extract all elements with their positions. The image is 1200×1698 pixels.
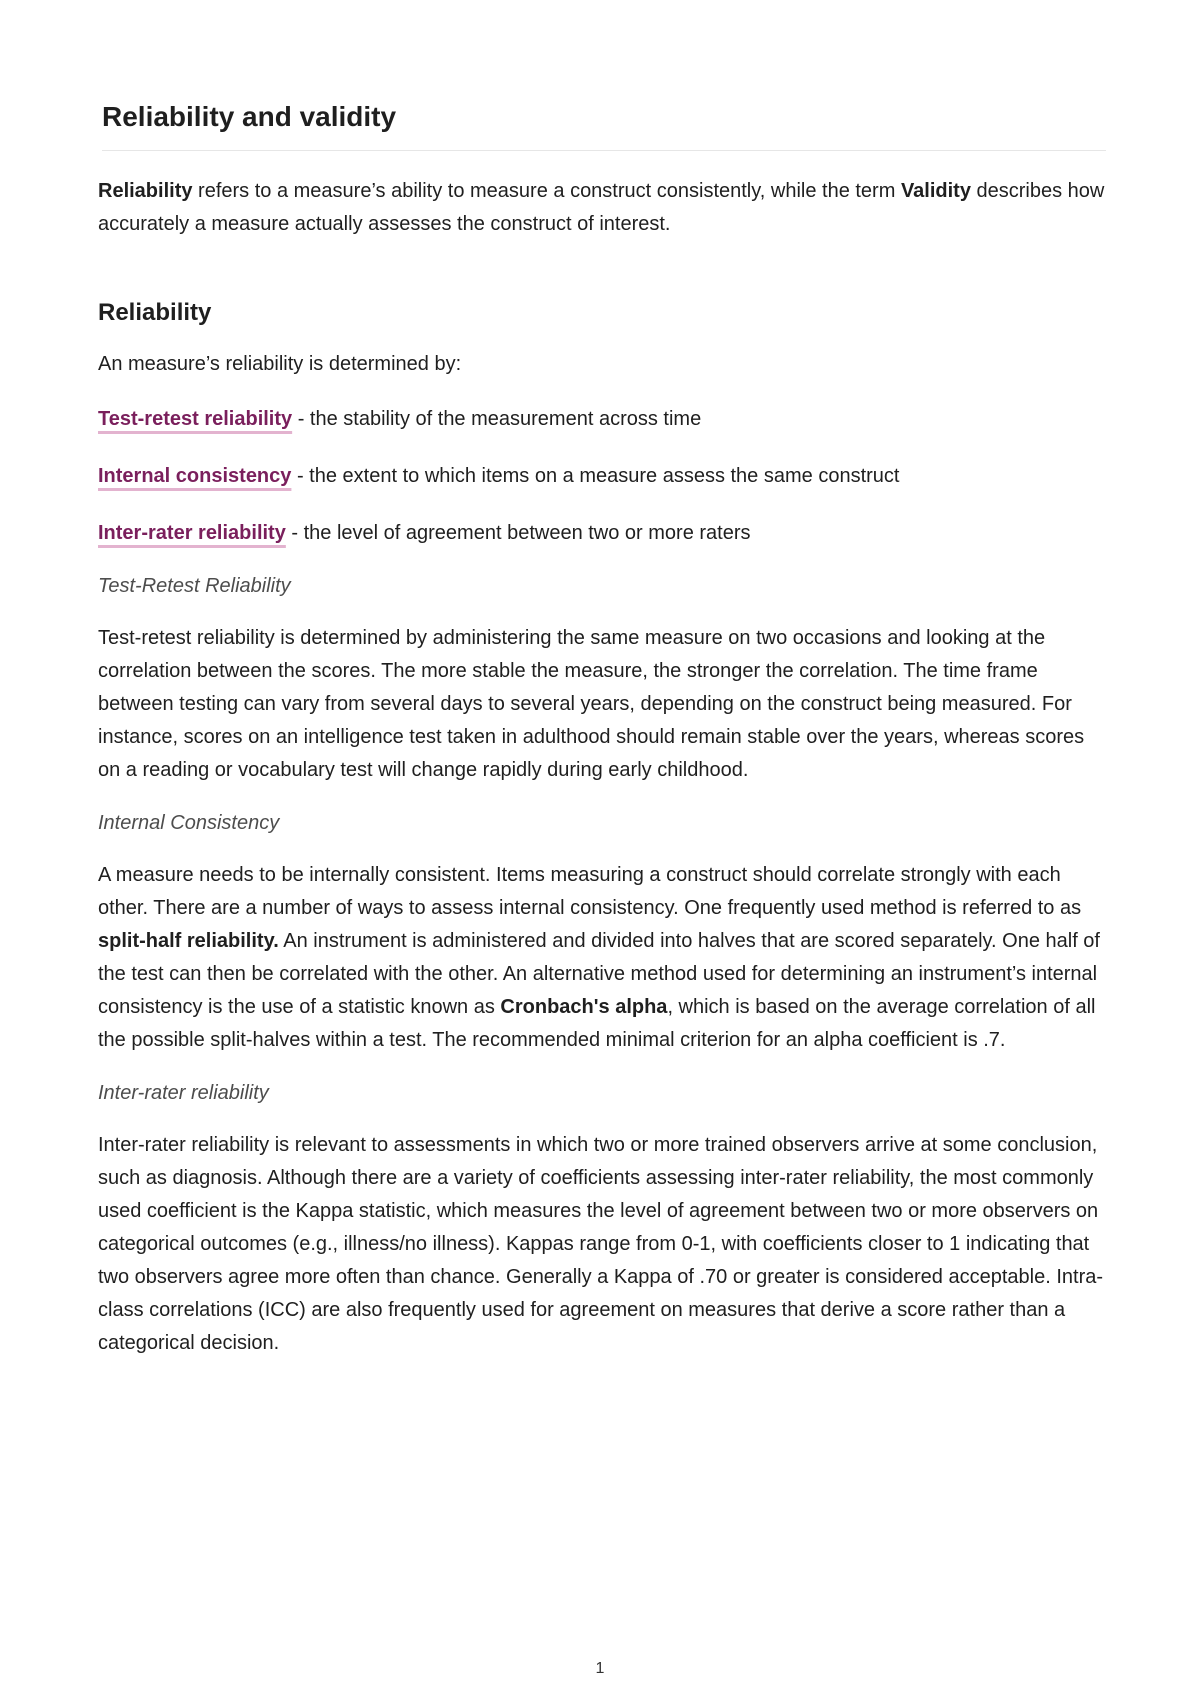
split-half-term: split-half reliability. xyxy=(98,929,279,952)
validity-term: Validity xyxy=(900,179,971,202)
internal-consistency-subheading: Internal Consistency xyxy=(98,811,280,834)
inter-rater-subheading: Inter-rater reliability xyxy=(98,1081,269,1104)
definition-text: - the stability of the measurement across time xyxy=(292,407,702,430)
internal-consistency-link[interactable]: Internal consistency xyxy=(98,464,292,487)
intro-text-1: refers to a measure’s ability to measure a construct consistently, while the term xyxy=(192,179,901,202)
page-title: Reliability and validity xyxy=(102,100,1106,151)
internal-consistency-paragraph xyxy=(98,859,1106,1057)
definition-internal-consistency xyxy=(98,460,1106,493)
internal-consistency-text-3: , which is based on the average correlation of all the possible split-halves within a test. The recommended minimal criterion for an alpha coefficient is .7. xyxy=(98,995,1096,1051)
document-page xyxy=(98,100,1106,1360)
inter-rater-link[interactable]: Inter-rater reliability xyxy=(98,521,286,544)
intro-text-2: describes how accurately a measure actually assesses the construct of interest. xyxy=(98,179,1105,235)
definition-test-retest xyxy=(98,403,1106,436)
inter-rater-paragraph: Inter-rater reliability is relevant to assessments in which two or more trained observers arrive at some conclusion, such as diagnosis. Although there are a variety of coefficients assessing inter-rater reliability, the most commonly used coefficient is the Kappa statistic, which measures the level of agreement between two or more observers on categorical outcomes (e.g., illness/no illness). Kappas range from 0-1, with coefficients closer to 1 indicating that two observers agree more often than chance. Generally a Kappa of .70 or greater is considered acceptable. Intra-class correlations (ICC) are also frequently used for agreement on measures that derive a score rather than a categorical decision. xyxy=(98,1133,1104,1354)
definition-inter-rater xyxy=(98,517,1106,550)
internal-consistency-text-2: An instrument is administered and divided into halves that are scored separately. One half of the test can then be correlated with the other. An alternative method used for determining an instrument’s internal consistency is the use of a statistic known as xyxy=(98,929,1100,1018)
test-retest-paragraph: Test-retest reliability is determined by administering the same measure on two occasions and looking at the correlation between the scores. The more stable the measure, the stronger the correlation. The time frame between testing can vary from several days to several years, depending on the construct being measured. For instance, scores on an intelligence test taken in adulthood should remain stable over the years, whereas scores on a reading or vocabulary test will change rapidly during early childhood. xyxy=(98,626,1085,781)
definition-text: - the extent to which items on a measure assess the same construct xyxy=(291,464,900,487)
reliability-lead: An measure’s reliability is determined by: xyxy=(98,352,462,375)
page-number: 1 xyxy=(595,1660,605,1677)
definition-text: - the level of agreement between two or more raters xyxy=(285,521,751,544)
intro-paragraph xyxy=(98,175,1106,241)
internal-consistency-text-1: A measure needs to be internally consistent. Items measuring a construct should correlate strongly with each other. There are a number of ways to assess internal consistency. One frequently used method is referred to as xyxy=(98,863,1082,919)
cronbach-alpha-term: Cronbach's alpha xyxy=(500,995,668,1018)
test-retest-subheading: Test-Retest Reliability xyxy=(98,574,291,597)
reliability-heading: Reliability xyxy=(98,298,212,326)
reliability-term: Reliability xyxy=(98,179,193,202)
test-retest-link[interactable]: Test-retest reliability xyxy=(98,407,293,430)
